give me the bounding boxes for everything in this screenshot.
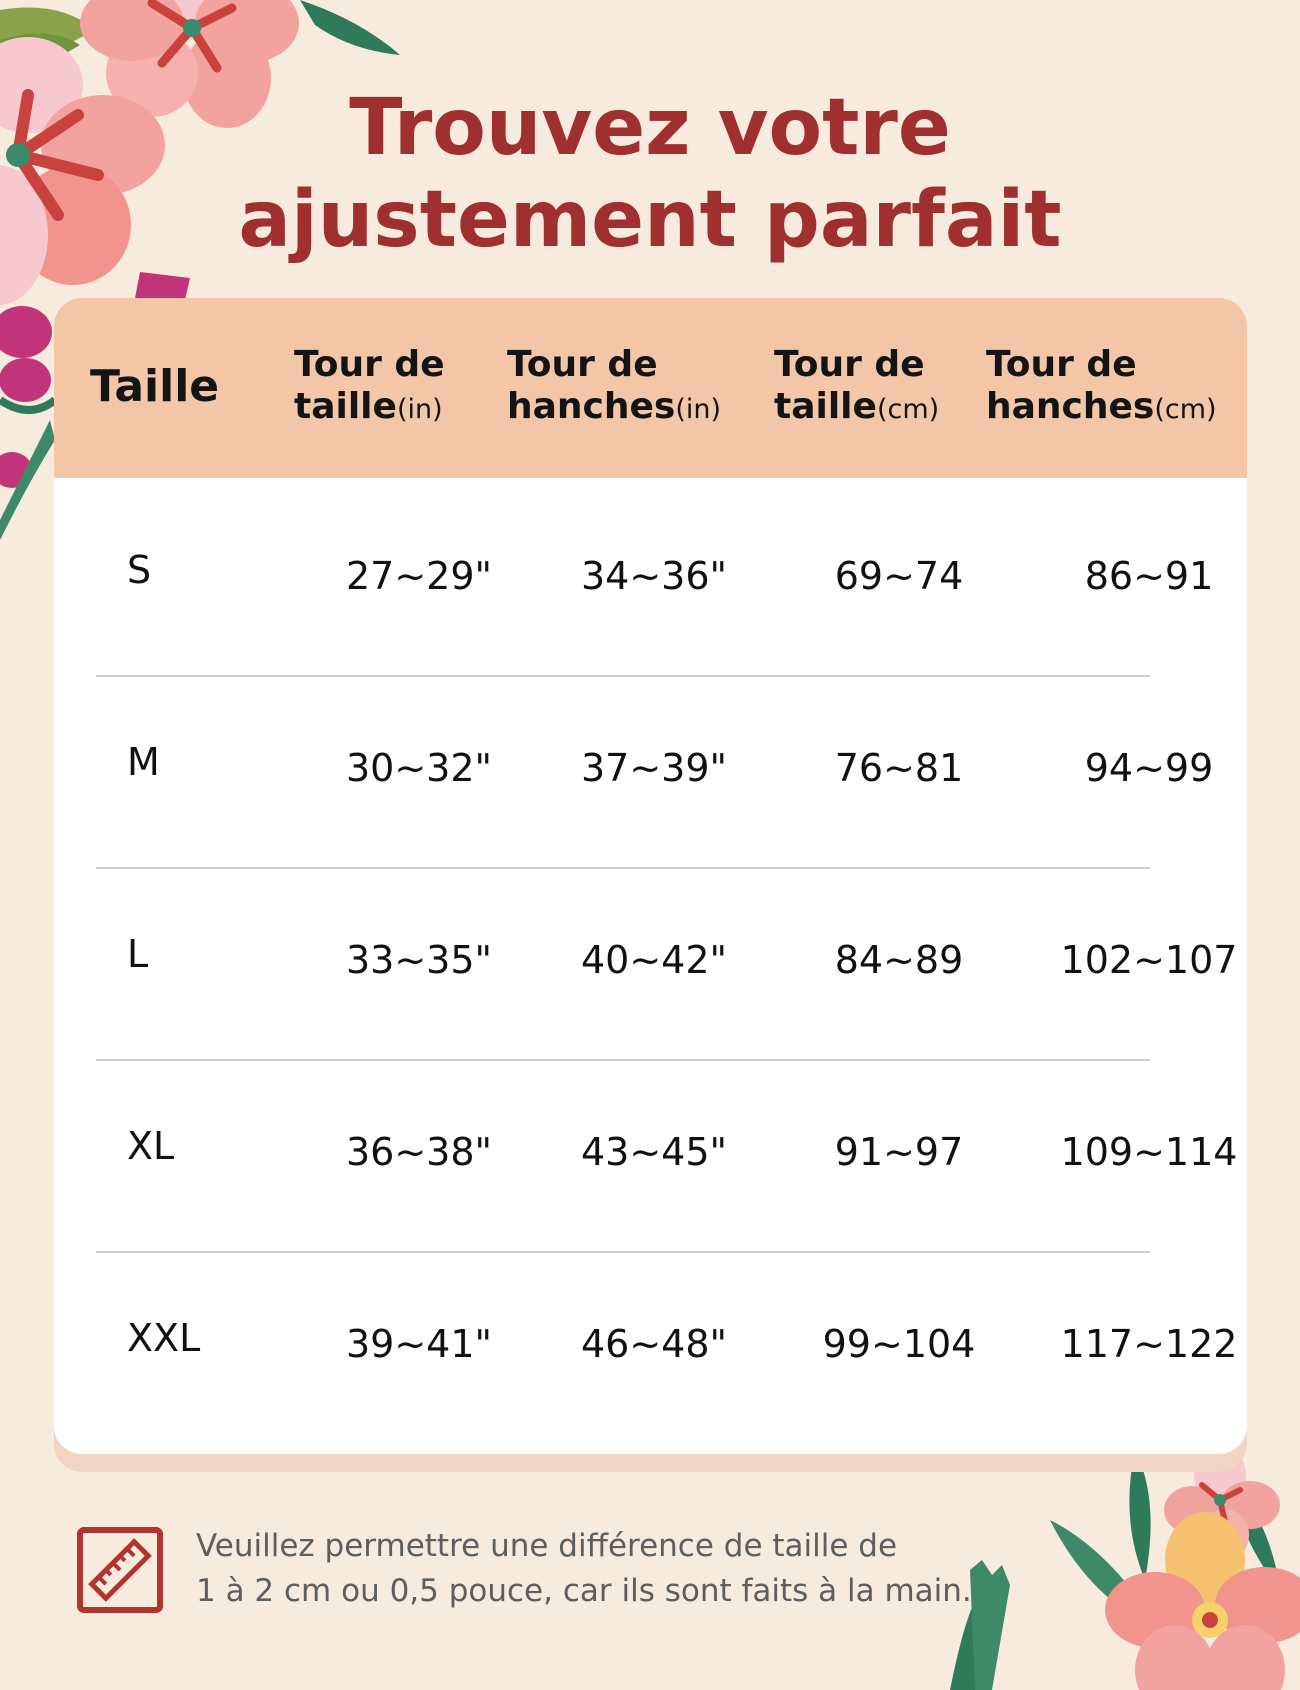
- ruler-icon: [76, 1526, 164, 1614]
- note-line-1: Veuillez permettre une différence de taille de: [196, 1528, 898, 1564]
- header-hips-cm-line2: hanches: [986, 386, 1155, 427]
- header-hips-cm-line1: Tour de: [986, 344, 1137, 385]
- cell-hips-cm: 109~114: [1060, 1130, 1238, 1174]
- table-row: [54, 670, 1247, 862]
- table-row: [54, 862, 1247, 1054]
- cell-waist-in: 36~38": [345, 1130, 493, 1174]
- table-row: [54, 1246, 1247, 1438]
- cell-waist-cm: 76~81: [834, 746, 964, 790]
- cell-waist-cm: 69~74: [834, 554, 964, 598]
- cell-size: L: [127, 932, 149, 976]
- cell-hips-in: 46~48": [580, 1322, 728, 1366]
- size-chart-table: [54, 298, 1247, 1454]
- header-waist-cm-unit: (cm): [876, 394, 940, 425]
- header-size: Taille: [90, 361, 220, 412]
- cell-waist-in: 30~32": [345, 746, 493, 790]
- cell-hips-in: 37~39": [580, 746, 728, 790]
- cell-waist-in: 33~35": [345, 938, 493, 982]
- cell-size: XXL: [127, 1316, 201, 1360]
- header-waist-in: [294, 344, 445, 431]
- cell-waist-in: 39~41": [345, 1322, 493, 1366]
- title-line-1: Trouvez votre: [349, 83, 951, 173]
- cell-waist-cm: 99~104: [822, 1322, 976, 1366]
- table-row: [54, 1054, 1247, 1246]
- header-hips-cm: [986, 344, 1217, 431]
- cell-hips-cm: 117~122: [1060, 1322, 1238, 1366]
- cell-size: S: [127, 548, 152, 592]
- cell-waist-cm: 91~97: [834, 1130, 964, 1174]
- cell-waist-cm: 84~89: [834, 938, 964, 982]
- cell-hips-cm: 94~99: [1084, 746, 1214, 790]
- header-hips-in: [507, 344, 721, 431]
- cell-hips-in: 34~36": [580, 554, 728, 598]
- title-line-2: ajustement parfait: [238, 175, 1062, 265]
- header-waist-cm-line1: Tour de: [774, 344, 925, 385]
- cell-hips-in: 43~45": [580, 1130, 728, 1174]
- header-hips-in-line1: Tour de: [507, 344, 658, 385]
- cell-hips-in: 40~42": [580, 938, 728, 982]
- page-title: [0, 82, 1300, 266]
- table-row: [54, 478, 1247, 670]
- header-waist-in-line1: Tour de: [294, 344, 445, 385]
- header-waist-cm-line2: taille: [774, 386, 877, 427]
- note-line-2: 1 à 2 cm ou 0,5 pouce, car ils sont faits à la main.: [196, 1573, 972, 1609]
- header-hips-in-unit: (in): [675, 394, 722, 425]
- cell-hips-cm: 86~91: [1084, 554, 1214, 598]
- table-header: [54, 298, 1247, 478]
- handmade-size-note: [196, 1524, 972, 1614]
- header-hips-cm-unit: (cm): [1154, 394, 1217, 425]
- cell-size: XL: [127, 1124, 175, 1168]
- header-waist-in-unit: (in): [396, 394, 443, 425]
- cell-waist-in: 27~29": [345, 554, 493, 598]
- flower-decoration-bottom-right-icon: [930, 1440, 1300, 1690]
- header-waist-cm: [774, 344, 939, 431]
- cell-size: M: [127, 740, 160, 784]
- header-waist-in-line2: taille: [294, 386, 397, 427]
- header-hips-in-line2: hanches: [507, 386, 676, 427]
- cell-hips-cm: 102~107: [1060, 938, 1238, 982]
